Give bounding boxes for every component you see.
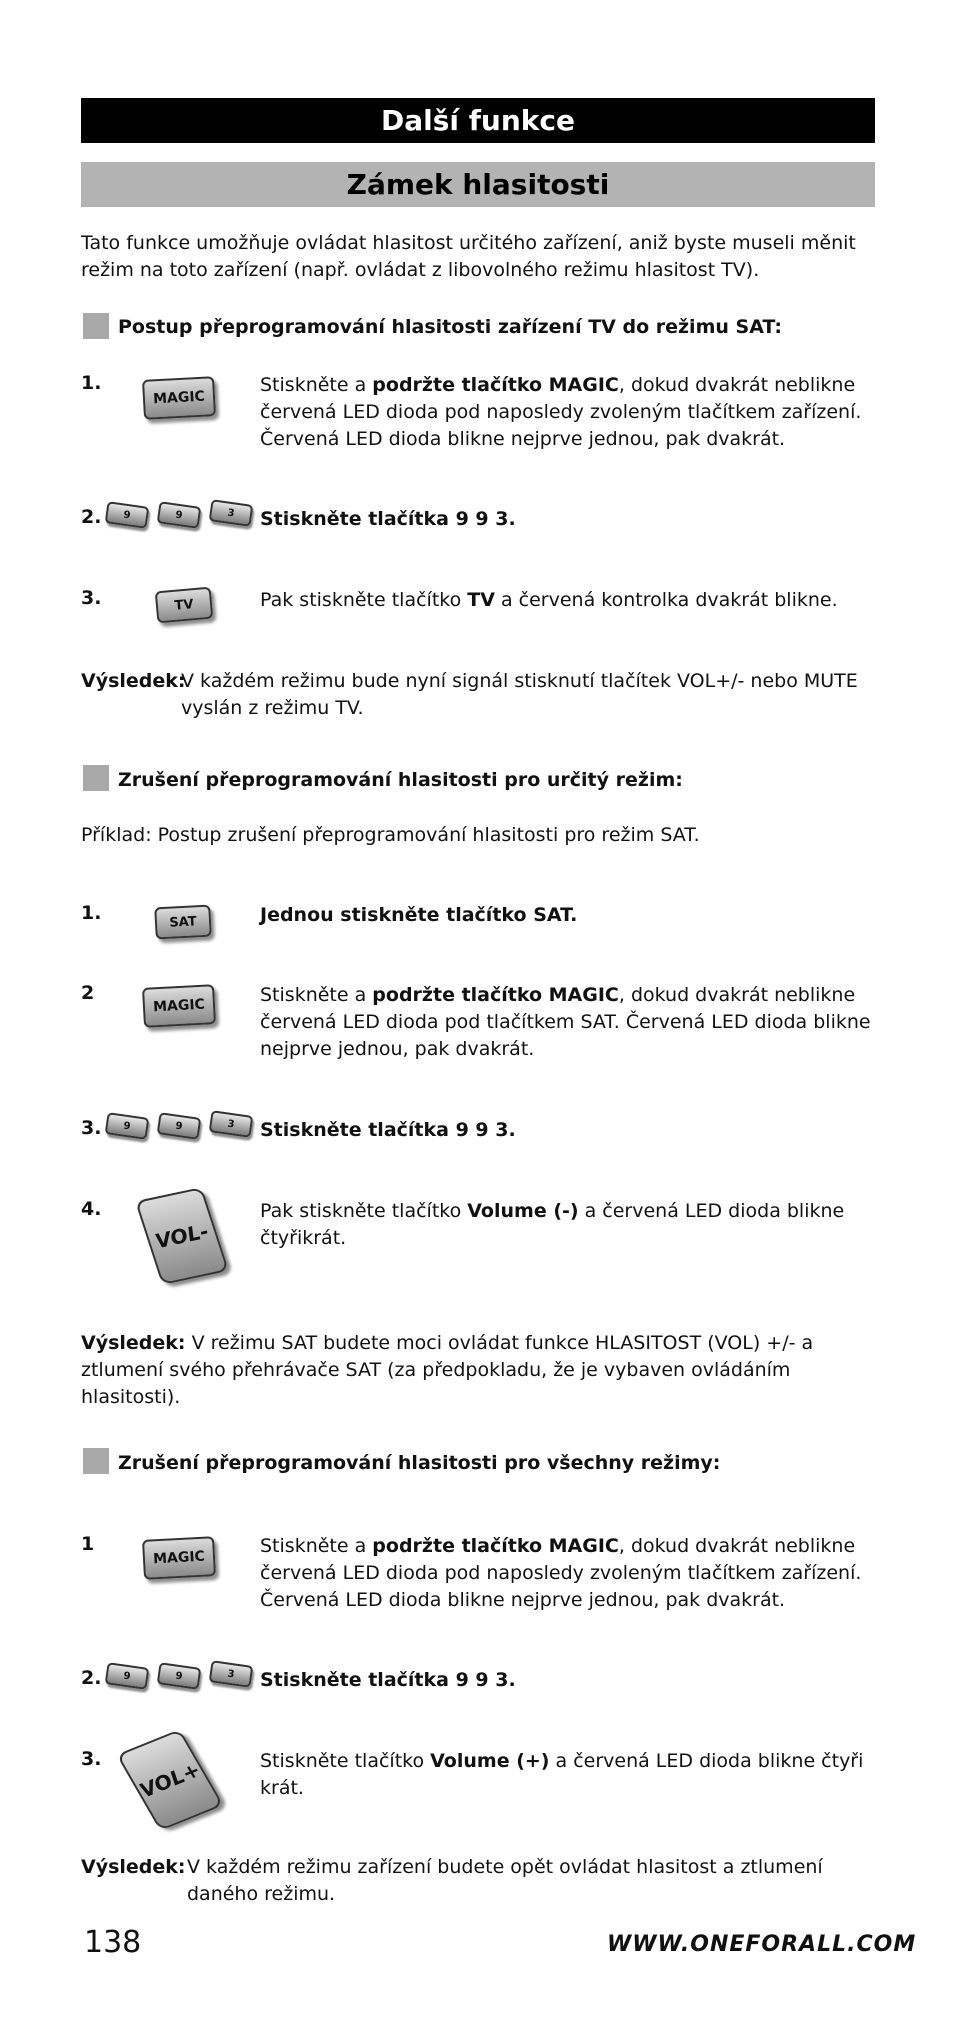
step-number: 3. bbox=[81, 1117, 102, 1139]
step-text: Stiskněte a podržte tlačítko MAGIC, dokud dvakrát neblikne červená LED dioda pod naposledy zvoleným tlačítkem zařízení. Červená LED dioda blikne nejprve jednou, pak dvakrát. bbox=[260, 1535, 862, 1611]
step-text: Stiskněte tlačítka 9 9 3. bbox=[260, 508, 516, 530]
key-3-icon: 3 bbox=[209, 1110, 254, 1138]
sat-button-icon: SAT bbox=[154, 905, 212, 940]
section1-heading: Postup přeprogramování hlasitosti zařízení TV do režimu SAT: bbox=[118, 316, 782, 338]
key-9-icon: 9 bbox=[157, 501, 202, 529]
step-text: Stiskněte tlačítka 9 9 3. bbox=[260, 1669, 516, 1691]
result-text: V každém režimu bude nyní signál stisknutí tlačítek VOL+/- nebo MUTE vyslán z režimu TV. bbox=[181, 670, 858, 719]
step-text: Stiskněte a podržte tlačítko MAGIC, dokud dvakrát neblikne červená LED dioda pod naposledy zvoleným tlačítkem zařízení. Červená LED dioda blikne nejprve jednou, pak dvakrát. bbox=[260, 374, 862, 450]
section-marker bbox=[83, 765, 109, 791]
step-text: Pak stiskněte tlačítko TV a červená kontrolka dvakrát blikne. bbox=[260, 589, 838, 611]
section3-heading: Zrušení přeprogramování hlasitosti pro všechny režimy: bbox=[118, 1452, 721, 1474]
step-text: Pak stiskněte tlačítko Volume (-) a červená LED dioda blikne čtyřikrát. bbox=[260, 1200, 845, 1249]
step-number: 2 bbox=[81, 982, 95, 1004]
key-9-icon: 9 bbox=[105, 501, 150, 529]
step-number: 1. bbox=[81, 902, 102, 924]
tv-button-icon: TV bbox=[155, 587, 214, 624]
example-text: Příklad: Postup zrušení přeprogramování hlasitosti pro režim SAT. bbox=[81, 824, 700, 846]
vol-minus-button-icon: VOL- bbox=[135, 1187, 229, 1285]
subsection-title: Zámek hlasitosti bbox=[81, 162, 875, 207]
section-title: Další funkce bbox=[81, 98, 875, 143]
step-number: 1 bbox=[81, 1533, 95, 1555]
result-text: V každém režimu zařízení budete opět ovládat hlasitost a ztlumení daného režimu. bbox=[187, 1856, 823, 1905]
magic-button-icon: MAGIC bbox=[142, 376, 216, 420]
key-9-icon: 9 bbox=[105, 1112, 150, 1140]
intro-text: Tato funkce umožňuje ovládat hlasitost určitého zařízení, aniž byste museli měnit režim na toto zařízení (např. ovládat z libovolného režimu hlasitost TV). bbox=[81, 232, 856, 281]
result-label: Výsledek: bbox=[81, 1856, 186, 1878]
page-number: 138 bbox=[84, 1925, 142, 1960]
result-label: Výsledek: bbox=[81, 1332, 186, 1354]
key-3-icon: 3 bbox=[209, 499, 254, 527]
step-number: 3. bbox=[81, 1748, 102, 1770]
magic-button-icon: MAGIC bbox=[142, 1536, 216, 1580]
section2-heading: Zrušení přeprogramování hlasitosti pro určitý režim: bbox=[118, 769, 683, 791]
step-text: Stiskněte tlačítka 9 9 3. bbox=[260, 1119, 516, 1141]
step-number: 3. bbox=[81, 587, 102, 609]
step-number: 2. bbox=[81, 506, 102, 528]
step-number: 2. bbox=[81, 1667, 102, 1689]
step-text: Stiskněte a podržte tlačítko MAGIC, dokud dvakrát neblikne červená LED dioda pod tlačítkem SAT. Červená LED dioda blikne nejprve jednou, pak dvakrát. bbox=[260, 984, 871, 1060]
result-label: Výsledek: bbox=[81, 670, 186, 692]
footer-url: WWW.ONEFORALL.COM bbox=[607, 1932, 917, 1957]
key-9-icon: 9 bbox=[105, 1662, 150, 1690]
step-number: 4. bbox=[81, 1198, 102, 1220]
step-text: Stiskněte tlačítko Volume (+) a červená LED dioda blikne čtyři krát. bbox=[260, 1750, 864, 1799]
section-marker bbox=[83, 313, 109, 339]
key-9-icon: 9 bbox=[157, 1662, 202, 1690]
result-paragraph bbox=[81, 1330, 875, 1411]
vol-plus-button-icon: VOL+ bbox=[116, 1729, 224, 1831]
step-number: 1. bbox=[81, 372, 102, 394]
key-3-icon: 3 bbox=[209, 1660, 254, 1688]
section-marker bbox=[83, 1448, 109, 1474]
magic-button-icon: MAGIC bbox=[142, 984, 216, 1028]
result-text: V režimu SAT budete moci ovládat funkce HLASITOST (VOL) +/- a ztlumení svého přehrávače SAT (za předpokladu, že je vybaven ovládáním hlasitosti). bbox=[81, 1332, 814, 1408]
key-9-icon: 9 bbox=[157, 1112, 202, 1140]
step-text: Jednou stiskněte tlačítko SAT. bbox=[260, 904, 578, 926]
